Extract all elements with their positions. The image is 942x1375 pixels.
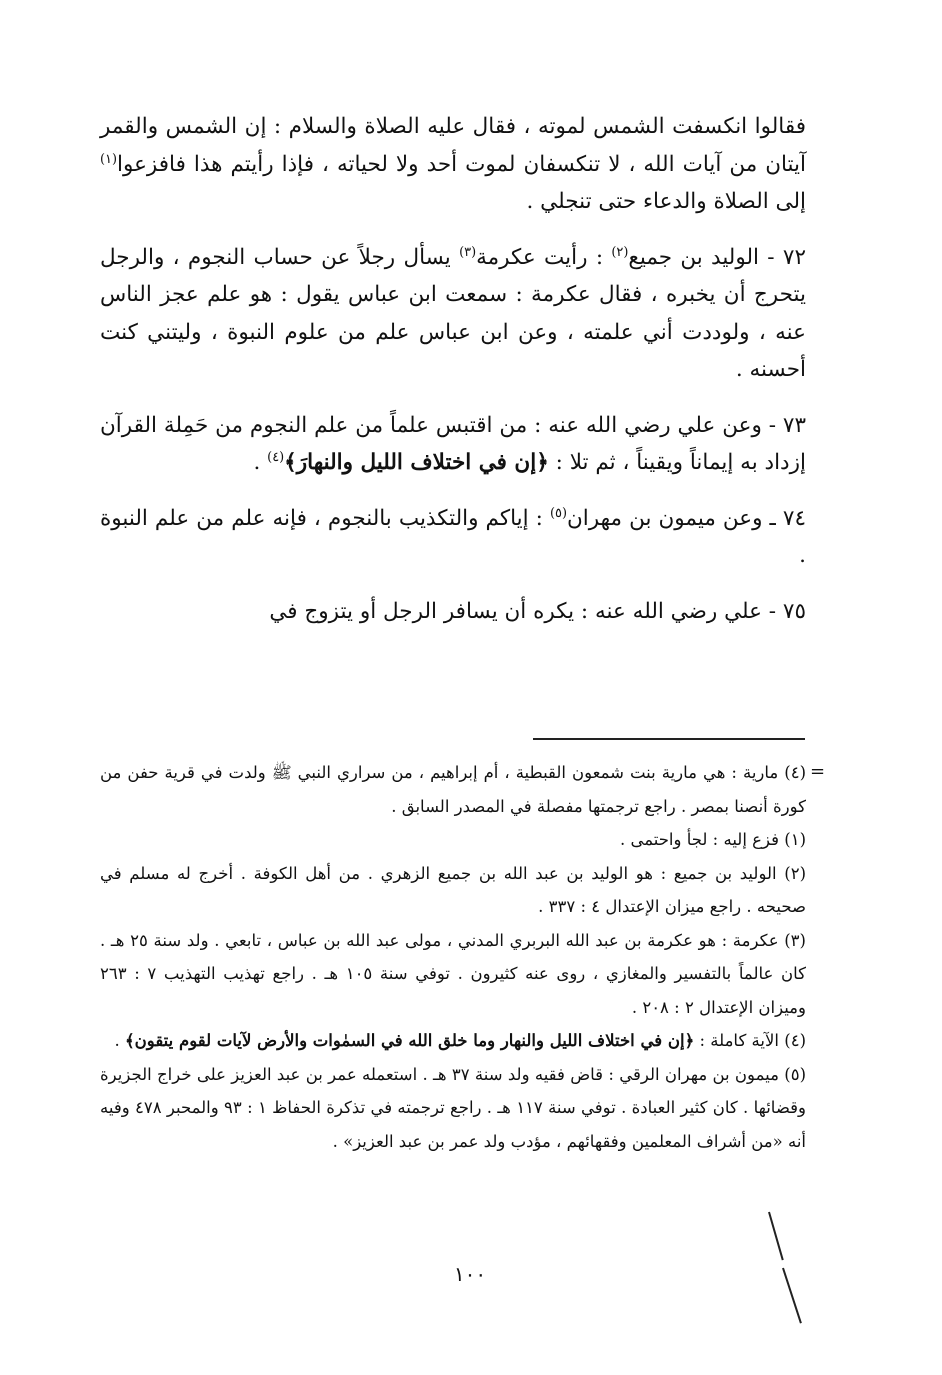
paragraph-73-end: . bbox=[253, 450, 268, 475]
paragraph-74 bbox=[100, 500, 806, 575]
pen-mark-small bbox=[768, 1212, 784, 1261]
footnote-ref-4: (٤) bbox=[267, 449, 285, 465]
paragraph-72-text: يسأل رجلاً عن حساب النجوم ، والرجل يتحرج أن يخبره ، فقال عكرمة : سمعت ابن عباس يقول : هو علم عجز الناس عنه ، ولوددت أني علمته ، وعن ابن عباس علم من علوم النبوة ، وليتني كنت أحسنه . bbox=[100, 244, 806, 382]
paragraph-1 bbox=[100, 108, 806, 221]
paragraph-1-text: فقالوا انكسفت الشمس لموته ، فقال عليه الصلاة والسلام : إن الشمس والقمر آيتان من آيات الله ، لا تنكسفان لموت أحد ولا لحياته ، فإذا رأيتم هذا فافزعوا bbox=[100, 114, 806, 177]
main-text bbox=[100, 108, 806, 648]
footnote-3: (٣) عكرمة : هو عكرمة بن عبد الله البربري المدني ، مولى عبد الله بن عباس ، تابعي . ولد سنة ٢٥ هـ . كان عالماً بالتفسير والمغازي ، روى عنه كثيرون . توفي سنة ١٠٥ هـ . راجع تهذيب التهذيب ٧ : ٢٦٣ وميزان الإعتدال ٢ : ٢٠٨ . bbox=[100, 930, 806, 1017]
paragraph-74-lead: ٧٤ ـ وعن ميمون بن مهران bbox=[566, 505, 807, 531]
footnote-ref-3: (٣) bbox=[459, 244, 477, 260]
continuation-mark: = bbox=[810, 761, 826, 782]
footnotes bbox=[100, 756, 806, 1158]
footnote-5: (٥) ميمون بن مهران الرقي : قاض فقيه ولد سنة ٣٧ هـ . استعمله عمر بن عبد العزيز على خراج الجزيرة وقضائها . كان كثير العبادة . توفي سنة ١١٧ هـ . راجع ترجمته في تذكرة الحفاظ ١ : ٩٣ والمحبر ٤٧٨ وفيه أنه «من أشراف المعلمين وفقهائهم ، مؤدب ولد عمر بن عبد العزيز» . bbox=[100, 1064, 806, 1151]
paragraph-75 bbox=[100, 593, 806, 631]
pen-mark bbox=[782, 1268, 802, 1324]
paragraph-1-end: إلى الصلاة والدعاء حتى تنجلي . bbox=[526, 189, 806, 214]
paragraph-73-text: ٧٣ - وعن علي رضي الله عنه : من اقتبس علماً من علم النجوم من حَمِلة القرآن إزداد به إيماناً ويقيناً ، ثم تلا : bbox=[100, 412, 806, 475]
footnote-2: (٢) الوليد بن جميع : هو الوليد بن عبد الله بن جميع الزهري . من أهل الكوفة . أخرج له مسلم في صحيحه . راجع ميزان الإعتدال ٤ : ٣٣٧ . bbox=[100, 863, 806, 916]
footnote-ref-1: (١) bbox=[100, 151, 117, 167]
footnote-4 bbox=[100, 1024, 806, 1058]
paragraph-73 bbox=[100, 407, 806, 482]
footnote-ref-5: (٥) bbox=[549, 505, 567, 521]
quran-verse: ﴿إن في اختلاف الليل والنهارَ﴾ bbox=[284, 450, 549, 475]
page-number: ١٠٠ bbox=[453, 1262, 487, 1286]
paragraph-72 bbox=[100, 239, 806, 389]
footnote-separator bbox=[533, 738, 805, 740]
footnote-ref-2: (٢) bbox=[611, 244, 629, 260]
paragraph-72-lead: ٧٢ - الوليد بن جميع bbox=[628, 244, 806, 270]
footnote-4-verse: ﴿إن في اختلاف الليل والنهار وما خلق الله في السمٰوات والأرض لآيات لقوم يتقون﴾ bbox=[125, 1031, 695, 1050]
paragraph-74-text: : إياكم والتكذيب بالنجوم ، فإنه علم من علم النبوة . bbox=[100, 505, 806, 568]
footnote-4-continued: (٤) مارية : هي مارية بنت شمعون القبطية ، أم إبراهيم ، من سراري النبي ﷺ ولدت في قرية حفن من كورة أنصنا بمصر . راجع ترجمتها مفصلة في المصدر السابق . bbox=[100, 763, 806, 816]
footnote-4-lead: (٤) الآية كاملة : bbox=[694, 1031, 806, 1050]
footnote-4-end: . bbox=[114, 1031, 126, 1050]
footnote-1: (١) فزع إليه : لجأ واحتمى . bbox=[619, 830, 806, 849]
paragraph-75-text: ٧٥ - علي رضي الله عنه : يكره أن يسافر الرجل أو يتزوج في bbox=[269, 598, 806, 624]
paragraph-72-mid: : رأيت عكرمة bbox=[476, 244, 612, 270]
